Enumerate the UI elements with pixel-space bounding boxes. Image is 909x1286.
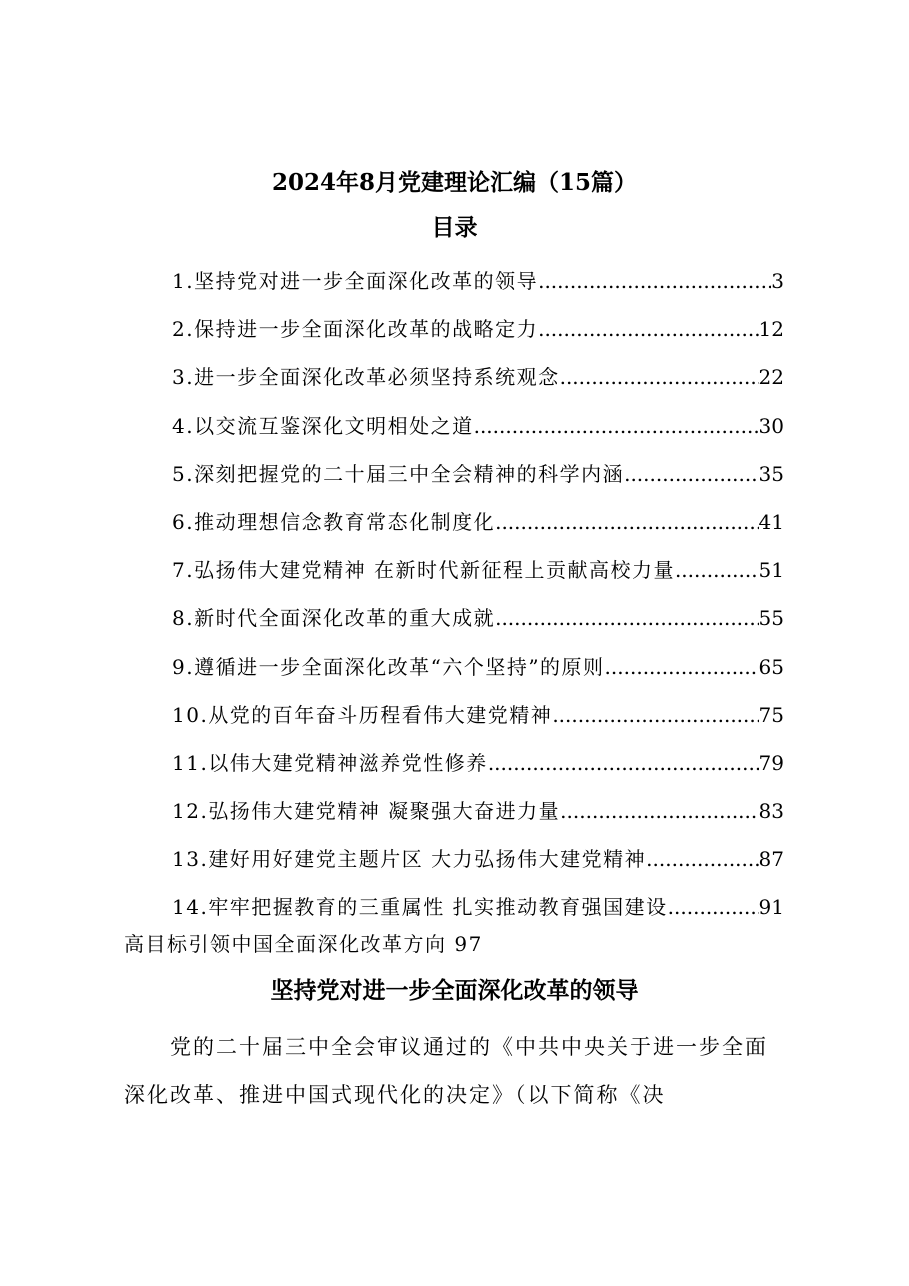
toc-entry-title: 弘扬伟大建党精神 在新时代新征程上贡献高校力量 xyxy=(194,558,675,583)
toc-entry-page: 30 xyxy=(758,413,784,438)
toc-entry-number: 11. xyxy=(172,750,209,775)
document-title: 2024年8月党建理论汇编（15篇） xyxy=(271,169,638,196)
toc-entry-title: 以交流互鉴深化文明相处之道 xyxy=(194,413,474,438)
toc-dot-leader xyxy=(560,794,758,828)
toc-entry-number: 14. xyxy=(172,895,209,920)
toc-entry-page: 91 xyxy=(758,895,784,920)
toc-entry-page: 55 xyxy=(758,606,784,631)
toc-entry[interactable] xyxy=(172,650,784,698)
table-of-contents xyxy=(172,264,784,939)
toc-entry[interactable] xyxy=(172,698,784,746)
toc-dot-leader xyxy=(538,312,758,346)
toc-entry[interactable] xyxy=(172,457,784,505)
toc-entry-number: 12. xyxy=(172,799,209,824)
toc-entry-title: 推动理想信念教育常态化制度化 xyxy=(194,509,496,534)
toc-entry-page: 83 xyxy=(758,799,784,824)
toc-entry-title: 从党的百年奋斗历程看伟大建党精神 xyxy=(208,702,553,727)
toc-entry-title: 保持进一步全面深化改革的战略定力 xyxy=(194,317,539,342)
toc-entry-page: 65 xyxy=(758,654,784,679)
toc-entry-number: 4. xyxy=(172,413,195,438)
toc-dot-leader xyxy=(552,698,758,732)
toc-entry-title: 深刻把握党的二十届三中全会精神的科学内涵 xyxy=(194,461,625,486)
toc-dot-leader xyxy=(646,842,758,876)
section-title: 坚持党对进一步全面深化改革的领导 xyxy=(270,977,639,1004)
toc-dot-leader xyxy=(538,264,771,298)
toc-entry[interactable] xyxy=(172,505,784,553)
toc-entry-title: 进一步全面深化改革必须坚持系统观念 xyxy=(194,365,560,390)
toc-entry[interactable] xyxy=(172,794,784,842)
toc-entry[interactable] xyxy=(172,746,784,794)
toc-entry-title: 坚持党对进一步全面深化改革的领导 xyxy=(194,269,539,293)
toc-entry-number: 8. xyxy=(172,606,195,631)
toc-entry-page: 12 xyxy=(758,317,784,342)
toc-entry-number: 6. xyxy=(172,509,195,534)
toc-entry-number: 3. xyxy=(172,365,195,390)
toc-entry-page: 51 xyxy=(758,558,784,583)
toc-entry-page: 35 xyxy=(758,461,784,486)
toc-entry-15[interactable]: 高目标引领中国全面深化改革方向 97 xyxy=(124,932,483,956)
toc-dot-leader xyxy=(474,409,759,443)
toc-entry[interactable] xyxy=(172,360,784,408)
toc-entry-number: 13. xyxy=(172,847,209,872)
toc-entry-page: 3 xyxy=(771,269,784,293)
toc-entry[interactable] xyxy=(172,264,784,312)
toc-entry-number: 9. xyxy=(172,654,195,679)
toc-entry-title: 遵循进一步全面深化改革“六个坚持”的原则 xyxy=(194,654,605,679)
toc-entry-title: 弘扬伟大建党精神 凝聚强大奋进力量 xyxy=(208,799,561,824)
toc-entry[interactable] xyxy=(172,409,784,457)
toc-entry[interactable] xyxy=(172,842,784,890)
toc-entry-page: 41 xyxy=(758,509,784,534)
toc-entry-number: 5. xyxy=(172,461,195,486)
toc-entry-number: 2. xyxy=(172,317,195,342)
toc-dot-leader xyxy=(488,746,759,780)
toc-entry-title: 新时代全面深化改革的重大成就 xyxy=(194,606,496,631)
toc-entry[interactable] xyxy=(172,601,784,649)
toc-entry-title: 建好用好建党主题片区 大力弘扬伟大建党精神 xyxy=(208,847,647,872)
toc-entry-number: 10. xyxy=(172,702,209,727)
toc-entry-number: 7. xyxy=(172,558,195,583)
body-paragraph: 党的二十届三中全会审议通过的《中共中央关于进一步全面深化改革、推进中国式现代化的决定》（以下简称《决 xyxy=(124,1035,768,1107)
toc-dot-leader xyxy=(668,890,759,924)
toc-dot-leader xyxy=(495,505,758,539)
toc-dot-leader xyxy=(675,553,759,587)
toc-entry-number: 1. xyxy=(172,269,195,293)
toc-entry-page: 79 xyxy=(758,750,784,775)
toc-entry[interactable] xyxy=(172,553,784,601)
toc-dot-leader xyxy=(495,601,758,635)
toc-entry-title: 以伟大建党精神滋养党性修养 xyxy=(208,750,488,775)
toc-entry-title: 牢牢把握教育的三重属性 扎实推动教育强国建设 xyxy=(208,895,668,920)
toc-dot-leader xyxy=(624,457,758,491)
toc-dot-leader xyxy=(560,360,759,394)
toc-entry-page: 22 xyxy=(758,365,784,390)
toc-heading: 目录 xyxy=(431,214,478,241)
toc-entry-page: 87 xyxy=(758,847,784,872)
toc-entry-page: 75 xyxy=(758,702,784,727)
toc-dot-leader xyxy=(605,650,759,684)
toc-entry[interactable] xyxy=(172,312,784,360)
